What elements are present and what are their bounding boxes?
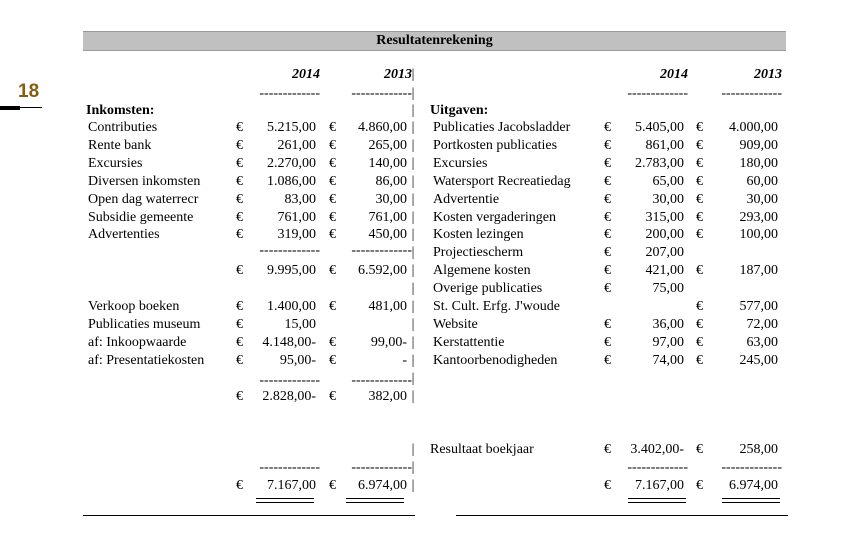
expense-value-2013: 4.000,00	[729, 120, 778, 135]
dash-separator: -------------	[627, 460, 688, 475]
right-bottom-rule	[456, 515, 788, 516]
income-value-2013: 86,00	[375, 173, 407, 189]
income-value-2014: 83,00	[284, 191, 316, 207]
income-value-2013: 99,00-	[370, 334, 407, 350]
currency-sign: €	[236, 352, 243, 368]
dash-separator: -------------	[259, 243, 320, 259]
currency-sign: €	[329, 227, 336, 243]
currency-sign: €	[236, 299, 243, 314]
currency-sign: €	[696, 263, 703, 279]
expenses-heading: Uitgaven:	[430, 103, 489, 118]
currency-sign: €	[604, 281, 611, 297]
currency-sign: €	[329, 352, 336, 368]
column-separator: |	[411, 281, 415, 297]
column-separator: |	[411, 352, 415, 368]
expense-value-2013: 909,00	[739, 137, 778, 153]
income2-subtotal-2013: 382,00	[368, 389, 407, 404]
dash-separator: -------------	[259, 460, 320, 475]
income-value-2014: 95,00-	[279, 352, 316, 368]
currency-sign: €	[696, 137, 703, 153]
currency-sign: €	[696, 299, 703, 314]
dash-separator: -------------	[627, 86, 688, 101]
column-separator: |	[411, 334, 415, 350]
income-value-2013: 265,00	[368, 137, 407, 153]
expense-value-2014: 207,00	[645, 245, 684, 261]
left-bottom-rule	[83, 515, 415, 516]
currency-sign: €	[236, 120, 243, 135]
column-separator: |	[411, 460, 415, 475]
expense-label: Website	[433, 316, 478, 332]
income-value-2014: 261,00	[277, 137, 316, 153]
column-separator: |	[411, 389, 415, 404]
year-header: 2014	[292, 67, 320, 82]
income-value-2013: 140,00	[368, 155, 407, 171]
income-label: Publicaties museum	[88, 316, 201, 332]
expense-value-2014: 75,00	[652, 281, 684, 297]
income-value-2013: 4.860,00	[358, 120, 407, 135]
currency-sign: €	[696, 191, 703, 207]
expense-value-2014: 315,00	[645, 209, 684, 225]
expense-label: Kosten vergaderingen	[433, 209, 556, 225]
currency-sign: €	[329, 389, 336, 404]
currency-sign: €	[604, 191, 611, 207]
currency-sign: €	[604, 120, 611, 135]
column-separator: |	[411, 67, 415, 82]
expense-value-2013: 63,00	[746, 334, 778, 350]
column-separator: |	[411, 299, 415, 314]
currency-sign: €	[329, 209, 336, 225]
page-title: Resultatenrekening	[376, 33, 493, 48]
currency-sign: €	[236, 209, 243, 225]
currency-sign: €	[604, 155, 611, 171]
expense-label: Kantoorbenodigheden	[433, 352, 558, 368]
currency-sign: €	[236, 316, 243, 332]
currency-sign: €	[696, 316, 703, 332]
right-total-2014: 7.167,00	[635, 478, 684, 493]
income-heading: Inkomsten:	[86, 103, 155, 118]
income-subtotal-2013: 6.592,00	[358, 263, 407, 279]
income-label: Advertenties	[88, 227, 160, 243]
dash-separator: -------------	[351, 86, 412, 101]
expense-value-2014: 2.783,00	[635, 155, 684, 171]
currency-sign: €	[604, 352, 611, 368]
income-value-2014: 1.400,00	[267, 299, 316, 314]
currency-sign: €	[329, 334, 336, 350]
currency-sign: €	[329, 120, 336, 135]
expense-label: Watersport Recreatiedag	[433, 173, 571, 189]
expense-value-2014: 200,00	[645, 227, 684, 243]
income-value-2014: 2.270,00	[267, 155, 316, 171]
income-subtotal-2014: 9.995,00	[267, 263, 316, 279]
income-value-2013: 761,00	[368, 209, 407, 225]
expense-label: Kosten lezingen	[433, 227, 524, 243]
currency-sign: €	[696, 442, 703, 457]
expense-label: Excursies	[433, 155, 488, 171]
income-label: Subsidie gemeente	[88, 209, 194, 225]
currency-sign: €	[236, 173, 243, 189]
left-total-2014: 7.167,00	[267, 478, 316, 493]
currency-sign: €	[604, 263, 611, 279]
currency-sign: €	[329, 137, 336, 153]
expense-label: Kerstattentie	[433, 334, 505, 350]
currency-sign: €	[329, 263, 336, 279]
result-value-2014: 3.402,00-	[630, 442, 684, 457]
income-label: Excursies	[88, 155, 143, 171]
income-label: Diversen inkomsten	[88, 173, 201, 189]
expense-value-2014: 421,00	[645, 263, 684, 279]
year-header: 2013	[384, 67, 412, 82]
double-underline	[628, 498, 686, 503]
dash-separator: -------------	[259, 86, 320, 101]
currency-sign: €	[604, 227, 611, 243]
expense-value-2013: 30,00	[746, 191, 778, 207]
result-value-2013: 258,00	[739, 442, 778, 457]
currency-sign: €	[604, 137, 611, 153]
double-underline	[256, 498, 314, 503]
double-underline	[722, 498, 780, 503]
column-separator: |	[411, 245, 415, 261]
currency-sign: €	[329, 299, 336, 314]
currency-sign: €	[329, 191, 336, 207]
column-separator: |	[411, 478, 415, 493]
dash-separator: -------------	[351, 372, 412, 388]
income-value-2014: 4.148,00-	[262, 334, 316, 350]
column-separator: |	[411, 370, 415, 386]
expense-value-2014: 861,00	[645, 137, 684, 153]
expense-value-2014: 97,00	[652, 334, 684, 350]
currency-sign: €	[236, 478, 243, 493]
currency-sign: €	[236, 389, 243, 404]
expense-label: Projectiescherm	[433, 245, 524, 261]
income-label: Contributies	[88, 120, 158, 135]
expense-label: Portkosten publicaties	[433, 137, 558, 153]
expense-value-2014: 30,00	[652, 191, 684, 207]
currency-sign: €	[236, 263, 243, 279]
column-separator: |	[411, 209, 415, 225]
expense-value-2013: 180,00	[739, 155, 778, 171]
column-separator: |	[411, 120, 415, 135]
expense-label: Algemene kosten	[433, 263, 531, 279]
expense-label: St. Cult. Erfg. J'woude	[433, 299, 560, 314]
expense-value-2014: 5.405,00	[635, 120, 684, 135]
column-separator: |	[411, 155, 415, 171]
currency-sign: €	[604, 173, 611, 189]
dash-separator: -------------	[351, 460, 412, 475]
expense-value-2014: 74,00	[652, 352, 684, 368]
income-value-2014: 761,00	[277, 209, 316, 225]
currency-sign: €	[329, 478, 336, 493]
double-underline	[346, 498, 404, 503]
right-total-2013: 6.974,00	[729, 478, 778, 493]
result-label: Resultaat boekjaar	[430, 442, 534, 457]
income-value-2014: 15,00	[284, 316, 316, 332]
column-separator: |	[411, 86, 415, 101]
page-number-rule-thin	[20, 107, 42, 108]
income-value-2013: 450,00	[368, 227, 407, 243]
currency-sign: €	[329, 155, 336, 171]
income-label: af: Inkoopwaarde	[88, 334, 187, 350]
currency-sign: €	[696, 478, 703, 493]
currency-sign: €	[696, 334, 703, 350]
currency-sign: €	[696, 120, 703, 135]
year-header: 2014	[660, 67, 688, 82]
dash-separator: -------------	[721, 86, 782, 101]
column-separator: |	[411, 316, 415, 332]
currency-sign: €	[696, 352, 703, 368]
currency-sign: €	[604, 442, 611, 457]
page-number: 18	[18, 81, 40, 102]
currency-sign: €	[604, 209, 611, 225]
dash-separator: -------------	[721, 460, 782, 475]
column-separator: |	[411, 137, 415, 153]
currency-sign: €	[696, 173, 703, 189]
currency-sign: €	[236, 155, 243, 171]
column-separator: |	[411, 173, 415, 189]
income-value-2013: 481,00	[368, 299, 407, 314]
currency-sign: €	[604, 478, 611, 493]
income-label: Open dag waterrecr	[88, 191, 199, 207]
page-number-rule	[0, 106, 20, 110]
dash-separator: -------------	[351, 243, 412, 259]
income-value-2014: 5.215,00	[267, 120, 316, 135]
column-separator: |	[411, 263, 415, 279]
column-separator: |	[411, 103, 415, 118]
currency-sign: €	[604, 245, 611, 261]
expense-value-2013: 60,00	[746, 173, 778, 189]
year-header: 2013	[754, 67, 782, 82]
column-separator: |	[411, 442, 415, 457]
expense-value-2013: 100,00	[739, 227, 778, 243]
expense-value-2014: 65,00	[652, 173, 684, 189]
income2-subtotal-2014: 2.828,00-	[262, 389, 316, 404]
expense-label: Publicaties Jacobsladder	[433, 120, 571, 135]
income-label: Rente bank	[88, 137, 152, 153]
expense-value-2013: 72,00	[746, 316, 778, 332]
income-value-2014: 1.086,00	[267, 173, 316, 189]
currency-sign: €	[236, 334, 243, 350]
expense-value-2013: 293,00	[739, 209, 778, 225]
column-separator: |	[411, 227, 415, 243]
expense-value-2013: 245,00	[739, 352, 778, 368]
income-label: Verkoop boeken	[88, 299, 180, 314]
income-label: af: Presentatiekosten	[88, 352, 205, 368]
currency-sign: €	[236, 227, 243, 243]
column-separator: |	[411, 191, 415, 207]
expense-value-2014: 36,00	[652, 316, 684, 332]
left-total-2013: 6.974,00	[358, 478, 407, 493]
expense-value-2013: 187,00	[739, 263, 778, 279]
income-value-2014: 319,00	[277, 227, 316, 243]
expense-label: Advertentie	[433, 191, 500, 207]
currency-sign: €	[604, 316, 611, 332]
currency-sign: €	[236, 137, 243, 153]
title-bar	[83, 31, 786, 51]
income-value-2013: -	[402, 352, 407, 368]
currency-sign: €	[329, 173, 336, 189]
dash-separator: -------------	[259, 372, 320, 388]
currency-sign: €	[604, 334, 611, 350]
expense-label: Overige publicaties	[433, 281, 543, 297]
income-value-2013: 30,00	[375, 191, 407, 207]
currency-sign: €	[696, 227, 703, 243]
currency-sign: €	[696, 209, 703, 225]
expense-value-2013: 577,00	[739, 299, 778, 314]
currency-sign: €	[236, 191, 243, 207]
currency-sign: €	[696, 155, 703, 171]
